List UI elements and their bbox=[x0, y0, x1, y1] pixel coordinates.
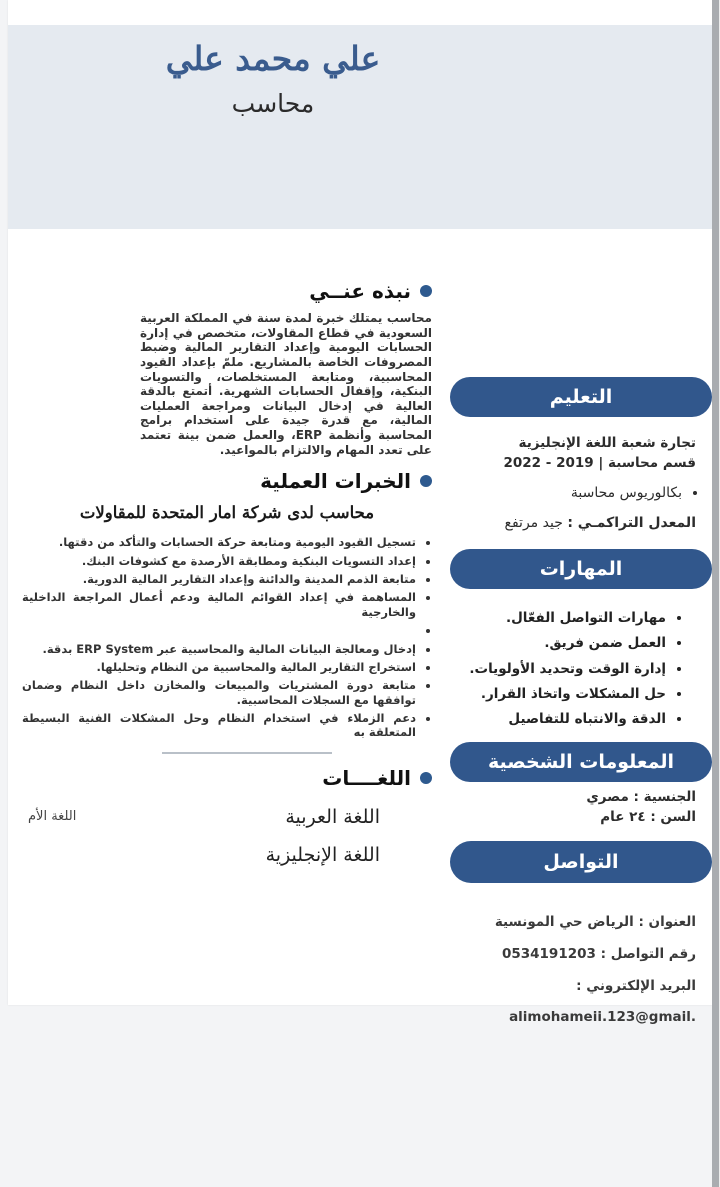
languages-heading-label: اللغــــات bbox=[322, 765, 411, 790]
sidebar bbox=[450, 229, 712, 1026]
education-department-years: قسم محاسبة | 2019 - 2022 bbox=[503, 455, 696, 472]
scrollbar[interactable] bbox=[712, 0, 720, 1187]
language-row bbox=[28, 806, 380, 828]
personal-info-block bbox=[450, 788, 712, 827]
language-row bbox=[28, 844, 380, 866]
age-label: السن : bbox=[650, 808, 696, 825]
skill-item: • إدارة الوقت وتحديد الأولويات. bbox=[456, 660, 666, 678]
experience-duties-list bbox=[22, 535, 432, 740]
experience-duty: • استخراج التقارير المالية والمحاسبية من النظام وتحليلها. bbox=[22, 660, 416, 674]
experience-duty: • متابعة الذمم المدينة والدائنة وإعداد التقارير المالية الدورية. bbox=[22, 572, 416, 586]
experience-duty bbox=[22, 623, 416, 637]
contact-block bbox=[450, 907, 712, 1034]
bullet-dot-icon bbox=[420, 772, 432, 784]
experience-duty: • دعم الزملاء في استخدام النظام وحل المشكلات الفنية البسيطة المتعلقة به bbox=[22, 711, 416, 740]
gpa-label: المعدل التراكمـي : bbox=[567, 515, 696, 532]
experience-heading-label: الخبرات العملية bbox=[260, 469, 411, 494]
experience-duty: • المساهمة في إعداد القوائم المالية ودعم أعمال المراجعة الداخلية والخارجية bbox=[22, 590, 416, 619]
header-text-block bbox=[138, 39, 408, 118]
language-name: اللغة الإنجليزية bbox=[265, 843, 380, 866]
experience-role-company: محاسب لدى شركة امار المتحدة للمقاولات bbox=[79, 503, 375, 523]
person-job-title: محاسب bbox=[231, 88, 315, 118]
content-area bbox=[8, 229, 712, 1026]
experience-duty: • تسجيل القيود اليومية ومتابعة حركة الحسابات والتأكد من دقتها. bbox=[22, 535, 416, 549]
education-degree: • بكالوريوس محاسبة bbox=[456, 484, 682, 504]
language-name: اللغة العربية bbox=[285, 805, 380, 828]
phone-label: رقم التواصل : bbox=[600, 946, 696, 963]
education-gpa bbox=[456, 515, 696, 531]
skills-section-header: المهارات bbox=[450, 549, 712, 589]
phone-line bbox=[456, 939, 696, 971]
email-label: البريد الإلكتروني : bbox=[576, 977, 696, 994]
nationality-label: الجنسية : bbox=[633, 789, 696, 806]
skill-item: • حل المشكلات واتخاذ القرار. bbox=[456, 685, 666, 703]
personal-info-section-header: المعلومات الشخصية bbox=[450, 742, 712, 782]
bullet-dot-icon bbox=[420, 475, 432, 487]
nationality-value: مصري bbox=[586, 789, 629, 806]
skill-item: • العمل ضمن فريق. bbox=[456, 634, 666, 652]
experience-duty: • إدخال ومعالجة البيانات المالية والمحاسبية عبر ERP System بدقة. bbox=[22, 642, 416, 656]
email-line bbox=[456, 971, 696, 1034]
address-line bbox=[456, 907, 696, 939]
language-level: اللغة الأم bbox=[28, 809, 77, 825]
bullet-dot-icon bbox=[420, 285, 432, 297]
languages-heading bbox=[22, 766, 432, 790]
experience-heading bbox=[22, 469, 432, 493]
resume-page bbox=[8, 0, 712, 1026]
experience-duty: • متابعة دورة المشتريات والمبيعات والمخازن داخل النظام وضمان توافقها مع السجلات المحاسبية. bbox=[22, 678, 416, 707]
address-value: الرياض حي المونسية bbox=[494, 914, 634, 931]
education-section-header: التعليم bbox=[450, 377, 712, 417]
skill-item: • الدقة والانتباه للتفاصيل bbox=[456, 710, 666, 728]
address-label: العنوان : bbox=[638, 914, 696, 931]
main-column bbox=[8, 229, 450, 1005]
skills-list bbox=[456, 609, 666, 728]
contact-section-header: التواصل bbox=[450, 841, 712, 883]
age-line bbox=[456, 808, 696, 828]
education-program: تجارة شعبة اللغة الإنجليزية bbox=[518, 435, 696, 451]
skill-item: • مهارات التواصل الفعّال. bbox=[456, 609, 666, 627]
header-band bbox=[8, 25, 712, 229]
email-value: alimohameii.123@gmail. bbox=[509, 1009, 696, 1026]
age-value: ٢٤ عام bbox=[600, 808, 646, 825]
section-divider bbox=[162, 752, 332, 754]
about-heading bbox=[22, 279, 432, 303]
person-name: علي محمد علي bbox=[165, 39, 381, 78]
education-block bbox=[450, 433, 712, 531]
phone-value: 0534191203 bbox=[501, 946, 596, 963]
about-heading-label: نبذه عنــي bbox=[309, 279, 411, 303]
scrollbar-thumb[interactable] bbox=[712, 0, 719, 1187]
nationality-line bbox=[456, 788, 696, 808]
about-text: محاسب يمتلك خبرة لمدة سنة في المملكة العربية السعودية في قطاع المقاولات، متخصص في إدارة الحسابات اليومية وإعداد التقارير المالية وضبط المصروفات الخاصة بالمشاريع. ملمّ بإعداد القيود المحاسبية، ومتابعة المستخلصات، والتسويات البنكية، وإقفال الحسابات الشهرية. أتمتع بالدقة العالية في إدخال البيانات ومراجعة العمليات المالية، مع قدرة جيدة على استخدام برامج المحاسبة وأنظمة ERP، والعمل ضمن بينة تعتمد على تعدد المهام والالتزام بالمواعيد. bbox=[140, 311, 432, 457]
gpa-value: جيد مرتفع bbox=[504, 515, 563, 532]
education-degree-list bbox=[456, 484, 682, 504]
skills-block bbox=[450, 609, 712, 728]
experience-duty: • إعداد التسويات البنكية ومطابقة الأرصدة مع كشوفات البنك. bbox=[22, 554, 416, 568]
